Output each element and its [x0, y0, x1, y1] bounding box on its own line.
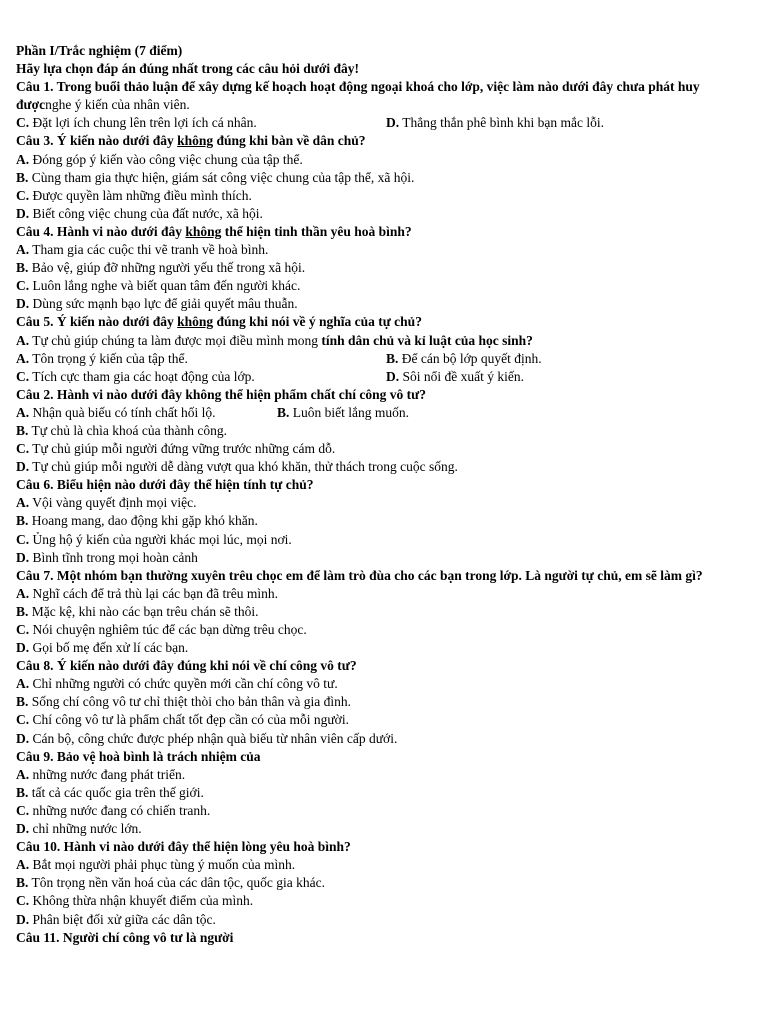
option-text: Tham gia các cuộc thi vẽ tranh về hoà bình. — [29, 242, 269, 258]
option-text: Bảo vệ, giúp đỡ những người yếu thế trong xã hội. — [28, 260, 306, 276]
option-text: Cán bộ, công chức được phép nhận quà biếu từ nhân viên cấp dưới. — [29, 730, 398, 746]
option-key: D. — [16, 730, 30, 746]
option-key: B. — [277, 404, 290, 420]
option-text: Dùng sức mạnh bạo lực để giải quyết mâu thuẫn. — [29, 296, 298, 312]
option-text: Đặt lợi ích chung lên trên lợi ích cá nhân. — [29, 115, 257, 131]
option-key: A. — [16, 242, 30, 258]
question-text: Hành vi nào dưới đây — [53, 223, 186, 239]
option-key: D. — [16, 205, 30, 221]
option-key: B. — [16, 422, 29, 438]
question-7 — [16, 567, 738, 585]
question-10 — [16, 838, 738, 856]
question-5 — [16, 313, 738, 331]
option-a — [16, 494, 738, 512]
option-c — [16, 531, 738, 549]
option-key: B. — [16, 784, 29, 800]
option-c — [16, 440, 738, 458]
option-key: A. — [16, 585, 30, 601]
option-text: Chỉ những người có chức quyền mới cần chí công vô tư. — [29, 676, 338, 692]
option-d — [386, 368, 524, 386]
option-a — [16, 241, 738, 259]
option-key: A. — [16, 332, 30, 348]
option-b — [16, 169, 738, 187]
question-text: Người chí công vô tư là người — [59, 929, 234, 945]
question-9 — [16, 748, 738, 766]
option-text: Nghĩ cách để trả thù lại các bạn đã trêu mình. — [29, 585, 279, 601]
option-text: Luôn lắng nghe và biết quan tâm đến người khác. — [29, 278, 301, 294]
option-key: A. — [16, 495, 30, 511]
option-text: Cùng tham gia thực hiện, giám sát công việc chung của tập thể, xã hội. — [28, 169, 415, 185]
option-d — [16, 820, 738, 838]
option-key: A. — [16, 350, 30, 366]
option-key: D. — [16, 640, 30, 656]
option-text: Mặc kệ, khi nào các bạn trêu chán sẽ thôi. — [28, 603, 259, 619]
question-label: Câu 6. — [16, 477, 54, 493]
question-text: Trong buổi thảo luận để xây dựng kế hoạch hoạt động ngoại khoá cho lớp, việc làm nào dưới đây chưa phát huy được — [16, 79, 700, 113]
option-key: C. — [16, 441, 30, 457]
option-a — [16, 766, 738, 784]
option-c — [16, 114, 386, 132]
question-text: Ý kiến nào dưới đây — [53, 314, 178, 330]
question-text-tail: nghe ý kiến của nhân viên. — [45, 97, 190, 113]
option-d — [386, 114, 604, 132]
option-b — [16, 422, 738, 440]
option-key: C. — [16, 531, 30, 547]
option-d — [16, 458, 738, 476]
question-label: Câu 4. — [16, 223, 54, 239]
option-key: A. — [16, 404, 30, 420]
option-key: B. — [16, 260, 29, 276]
question-text: Hành vi nào dưới đây không thể hiện phẩm chất chí công vô tư? — [53, 386, 427, 402]
option-key: B. — [16, 513, 29, 529]
option-c — [16, 711, 738, 729]
option-key: D. — [16, 549, 30, 565]
option-b — [16, 259, 738, 277]
option-text: Luôn biết lắng muốn. — [289, 404, 409, 420]
option-text: Thẳng thắn phê bình khi bạn mắc lỗi. — [399, 115, 604, 131]
question-text: Hành vi nào dưới đây thể hiện lòng yêu hoà bình? — [60, 839, 351, 855]
question-text: đúng khi bàn về dân chủ? — [213, 133, 366, 149]
question-text: Ý kiến nào dưới đây — [53, 133, 178, 149]
option-b — [277, 404, 409, 422]
question-label: Câu 2. — [16, 386, 54, 402]
question-text: Ý kiến nào dưới đây đúng khi nói về chí công vô tư? — [53, 658, 357, 674]
option-key: A. — [16, 766, 30, 782]
option-b — [16, 874, 738, 892]
option-text: tất cả các quốc gia trên thế giới. — [28, 784, 204, 800]
option-c — [16, 621, 738, 639]
option-text: Chí công vô tư là phẩm chất tốt đẹp cần có của mỗi người. — [29, 712, 349, 728]
question-text: đúng khi nói về ý nghĩa của tự chủ? — [213, 314, 422, 330]
option-key: C. — [16, 187, 30, 203]
option-b — [16, 784, 738, 802]
option-key: A. — [16, 676, 30, 692]
option-text: Bình tĩnh trong mọi hoàn cảnh — [29, 549, 198, 565]
option-d — [16, 295, 738, 313]
question-4 — [16, 223, 738, 241]
option-a — [16, 332, 738, 350]
option-text: chỉ những nước lớn. — [29, 821, 142, 837]
question-text-underlined: không — [185, 223, 222, 239]
option-text: Tự chủ giúp mỗi người dễ dàng vượt qua khó khăn, thử thách trong cuộc sống. — [29, 459, 458, 475]
option-c — [16, 277, 738, 295]
option-text: Phân biệt đối xử giữa các dân tộc. — [29, 911, 216, 927]
option-a — [16, 856, 738, 874]
option-text: Tự chủ giúp chúng ta làm được mọi điều mình mong — [29, 332, 322, 348]
option-text: Tích cực tham gia các hoạt động của lớp. — [29, 368, 255, 384]
question-text-underlined: không — [177, 133, 214, 149]
option-key: C. — [16, 278, 30, 294]
option-key: A. — [16, 857, 30, 873]
question-6 — [16, 476, 738, 494]
option-d — [16, 730, 738, 748]
question-2 — [16, 386, 738, 404]
question-label: Câu 9. — [16, 748, 54, 764]
option-key: C. — [16, 802, 30, 818]
option-b — [16, 512, 738, 530]
option-b — [386, 350, 542, 368]
question-text: Một nhóm bạn thường xuyên trêu chọc em để làm trò đùa cho các bạn trong lớp. Là người tự chủ, em sẽ làm gì? — [53, 567, 703, 583]
option-key: D. — [386, 115, 400, 131]
question-label: Câu 8. — [16, 658, 54, 674]
option-text: Để cán bộ lớp quyết định. — [398, 350, 542, 366]
option-key: D. — [16, 459, 30, 475]
question-label: Câu 1. — [16, 79, 54, 95]
question-text: Bảo vệ hoà bình là trách nhiệm của — [53, 748, 261, 764]
option-text: Nhận quà biếu có tính chất hối lộ. — [29, 404, 216, 420]
option-key: A. — [16, 151, 30, 167]
option-key: D. — [386, 368, 400, 384]
option-text: Biết công việc chung của đất nước, xã hội. — [29, 205, 263, 221]
option-text: Nói chuyện nghiêm túc để các bạn dừng trêu chọc. — [29, 622, 307, 637]
option-c — [16, 368, 386, 386]
section-title: Phần I/Trắc nghiệm (7 điểm) — [16, 43, 183, 58]
option-key: D. — [16, 821, 30, 837]
option-d — [16, 205, 738, 223]
option-key: C. — [16, 893, 30, 909]
question-text: Biểu hiện nào dưới đây thể hiện tính tự chủ? — [53, 477, 314, 493]
option-text: Không thừa nhận khuyết điểm của mình. — [29, 893, 254, 909]
question-5-options-row-2 — [16, 368, 738, 386]
option-text: Gọi bố mẹ đến xử lí các bạn. — [29, 640, 189, 656]
question-8 — [16, 657, 738, 675]
option-text: Tự chủ là chìa khoá của thành công. — [28, 422, 228, 438]
option-a — [16, 585, 738, 603]
option-a — [16, 675, 738, 693]
option-text: Tự chủ giúp mỗi người đứng vững trước những cám dỗ. — [29, 441, 336, 457]
option-text: Tôn trọng ý kiến của tập thể. — [29, 350, 188, 366]
option-key: B. — [16, 603, 29, 619]
option-text: những nước đang có chiến tranh. — [29, 802, 211, 818]
option-c — [16, 892, 738, 910]
question-2-options-row — [16, 404, 738, 422]
question-label: Câu 11. — [16, 929, 60, 945]
option-text: Đóng góp ý kiến vào công việc chung của tập thể. — [29, 151, 303, 167]
question-label: Câu 3. — [16, 133, 54, 149]
option-text: Bắt mọi người phải phục tùng ý muốn của mình. — [29, 857, 296, 873]
question-label: Câu 7. — [16, 567, 54, 583]
option-key: B. — [386, 350, 399, 366]
option-b — [16, 603, 738, 621]
option-key: D. — [16, 911, 30, 927]
option-text: Được quyền làm những điều mình thích. — [29, 187, 252, 203]
option-c — [16, 187, 738, 205]
option-key: C. — [16, 622, 30, 637]
option-b — [16, 693, 738, 711]
option-text: Sôi nổi đề xuất ý kiến. — [399, 368, 524, 384]
question-5-options-row-1 — [16, 350, 738, 368]
option-key: C. — [16, 368, 30, 384]
question-text-underlined: không — [177, 314, 214, 330]
option-a — [16, 350, 386, 368]
option-key: B. — [16, 875, 29, 891]
question-3 — [16, 132, 738, 150]
option-a — [16, 151, 738, 169]
option-text: Ủng hộ ý kiến của người khác mọi lúc, mọi nơi. — [29, 531, 292, 547]
question-1-options — [16, 114, 738, 132]
question-text: thể hiện tinh thần yêu hoà bình? — [221, 223, 412, 239]
question-11 — [16, 929, 738, 947]
option-text: những nước đang phát triển. — [29, 766, 186, 782]
option-key: C. — [16, 115, 30, 131]
option-key: B. — [16, 694, 29, 710]
instruction: Hãy lựa chọn đáp án đúng nhất trong các câu hỏi dưới đây! — [16, 61, 360, 77]
option-d — [16, 639, 738, 657]
option-c — [16, 802, 738, 820]
option-text: Hoang mang, dao động khi gặp khó khăn. — [28, 513, 258, 529]
option-text-bold: tính dân chủ và kỉ luật của học sinh? — [321, 332, 533, 348]
option-key: C. — [16, 712, 30, 728]
option-text: Tôn trọng nền văn hoá của các dân tộc, quốc gia khác. — [28, 875, 326, 891]
question-1 — [16, 78, 738, 114]
option-d — [16, 911, 738, 929]
option-a — [16, 404, 277, 422]
option-text: Sống chí công vô tư chỉ thiệt thòi cho bản thân và gia đình. — [28, 694, 352, 710]
option-key: B. — [16, 169, 29, 185]
option-text: Vội vàng quyết định mọi việc. — [29, 495, 197, 511]
question-label: Câu 5. — [16, 314, 54, 330]
option-key: D. — [16, 296, 30, 312]
option-d — [16, 549, 738, 567]
question-label: Câu 10. — [16, 839, 61, 855]
